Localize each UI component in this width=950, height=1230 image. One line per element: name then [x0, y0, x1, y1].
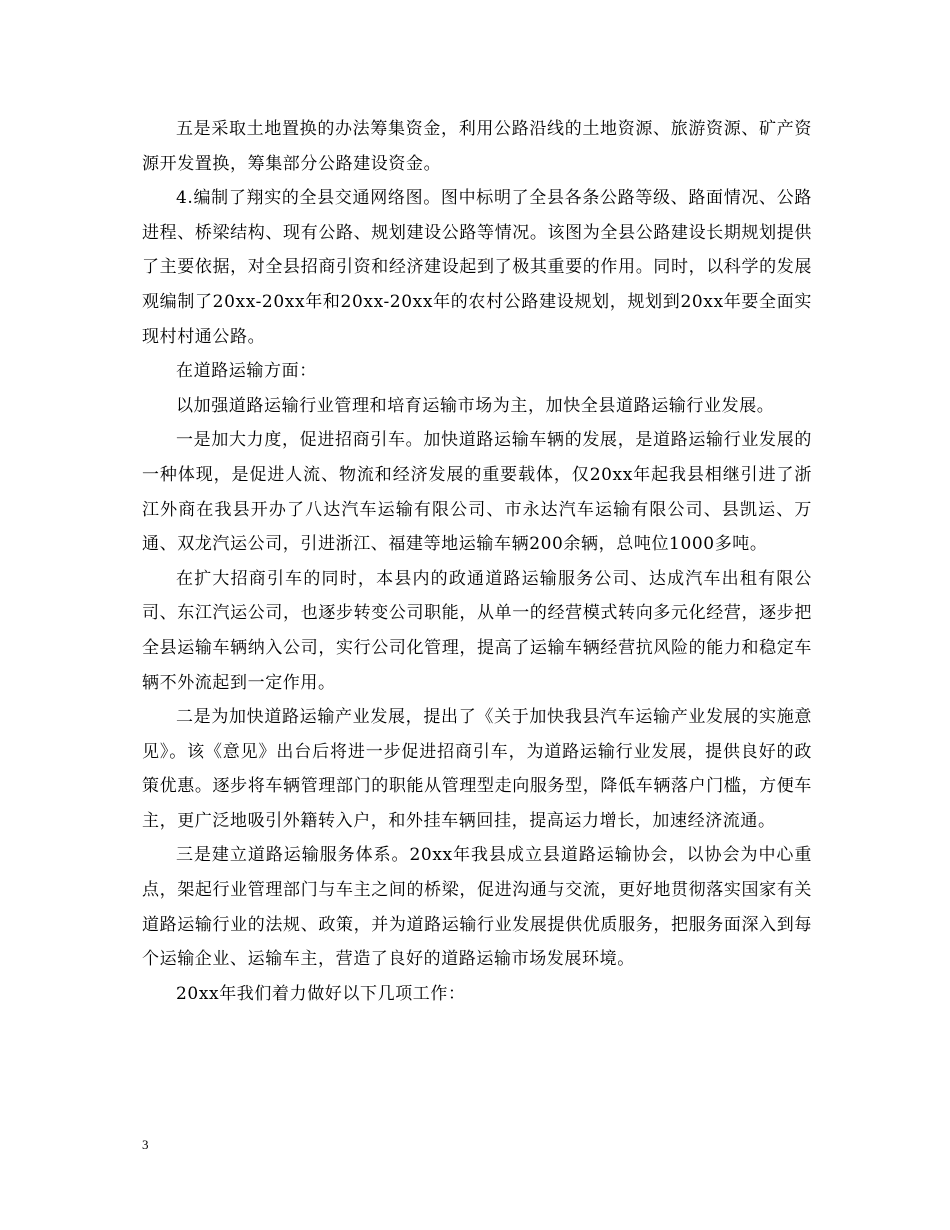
paragraph-land-exchange: 五是采取土地置换的办法筹集资金，利用公路沿线的土地资源、旅游资源、矿产资源开发置换，筹集部分公路建设资金。 [142, 119, 812, 174]
paragraph-company-management: 在扩大招商引车的同时，本县内的政通道路运输服务公司、达成汽车出租有限公司、东江汽运公司，也逐步转变公司职能，从单一的经营模式转向多元化经营，逐步把全县运输车辆纳入公司，实行公司化管理，提高了运输车辆经营抗风险的能力和稳定车辆不外流起到一定作用。 [142, 568, 812, 693]
paragraph-road-transport-intro: 以加强道路运输行业管理和培育运输市场为主，加快全县道路运输行业发展。 [176, 395, 775, 416]
paragraph-attract-vehicles: 一是加大力度，促进招商引车。加快道路运输车辆的发展，是道路运输行业发展的一种体现，是促进人流、物流和经济发展的重要载体，仅20xx年起我县相继引进了浙江外商在我县开办了八达汽车运输有限公司、市永达汽车运输有限公司、县凯运、万通、双龙汽运公司，引进浙江、福建等地运输车辆200余辆，总吨位1000多吨。 [142, 430, 812, 555]
paragraph-road-transport-heading: 在道路运输方面： [176, 361, 317, 382]
paragraph-work-items: 20xx年我们着力做好以下几项工作： [176, 983, 466, 1004]
paragraph-service-system: 三是建立道路运输服务体系。20xx年我县成立县道路运输协会，以协会为中心重点，架起行业管理部门与车主之间的桥梁，促进沟通与交流，更好地贯彻落实国家有关道路运输行业的法规、政策，并为道路运输行业发展提供优质服务，把服务面深入到每个运输企业、运输车主，营造了良好的道路运输市场发展环境。 [142, 845, 812, 970]
document-body [142, 112, 812, 1011]
paragraph-policy-opinion: 二是为加快道路运输产业发展，提出了《关于加快我县汽车运输产业发展的实施意见》。该《意见》出台后将进一步促进招商引车，为道路运输行业发展，提供良好的政策优惠。逐步将车辆管理部门的职能从管理型走向服务型，降低车辆落户门槛，方便车主，更广泛地吸引外籍转入户，和外挂车辆回挂，提高运力增长，加速经济流通。 [142, 707, 812, 831]
page-number: 3 [142, 1137, 149, 1152]
paragraph-traffic-network-map: 4.编制了翔实的全县交通网络图。图中标明了全县各条公路等级、路面情况、公路进程、桥梁结构、现有公路、规划建设公路等情况。该图为全县公路建设长期规划提供了主要依据，对全县招商引资和经济建设起到了极其重要的作用。同时，以科学的发展观编制了20xx-20xx年和20xx-20xx年的农村公路建设规划，规划到20xx年要全面实现村村通公路。 [142, 188, 812, 347]
